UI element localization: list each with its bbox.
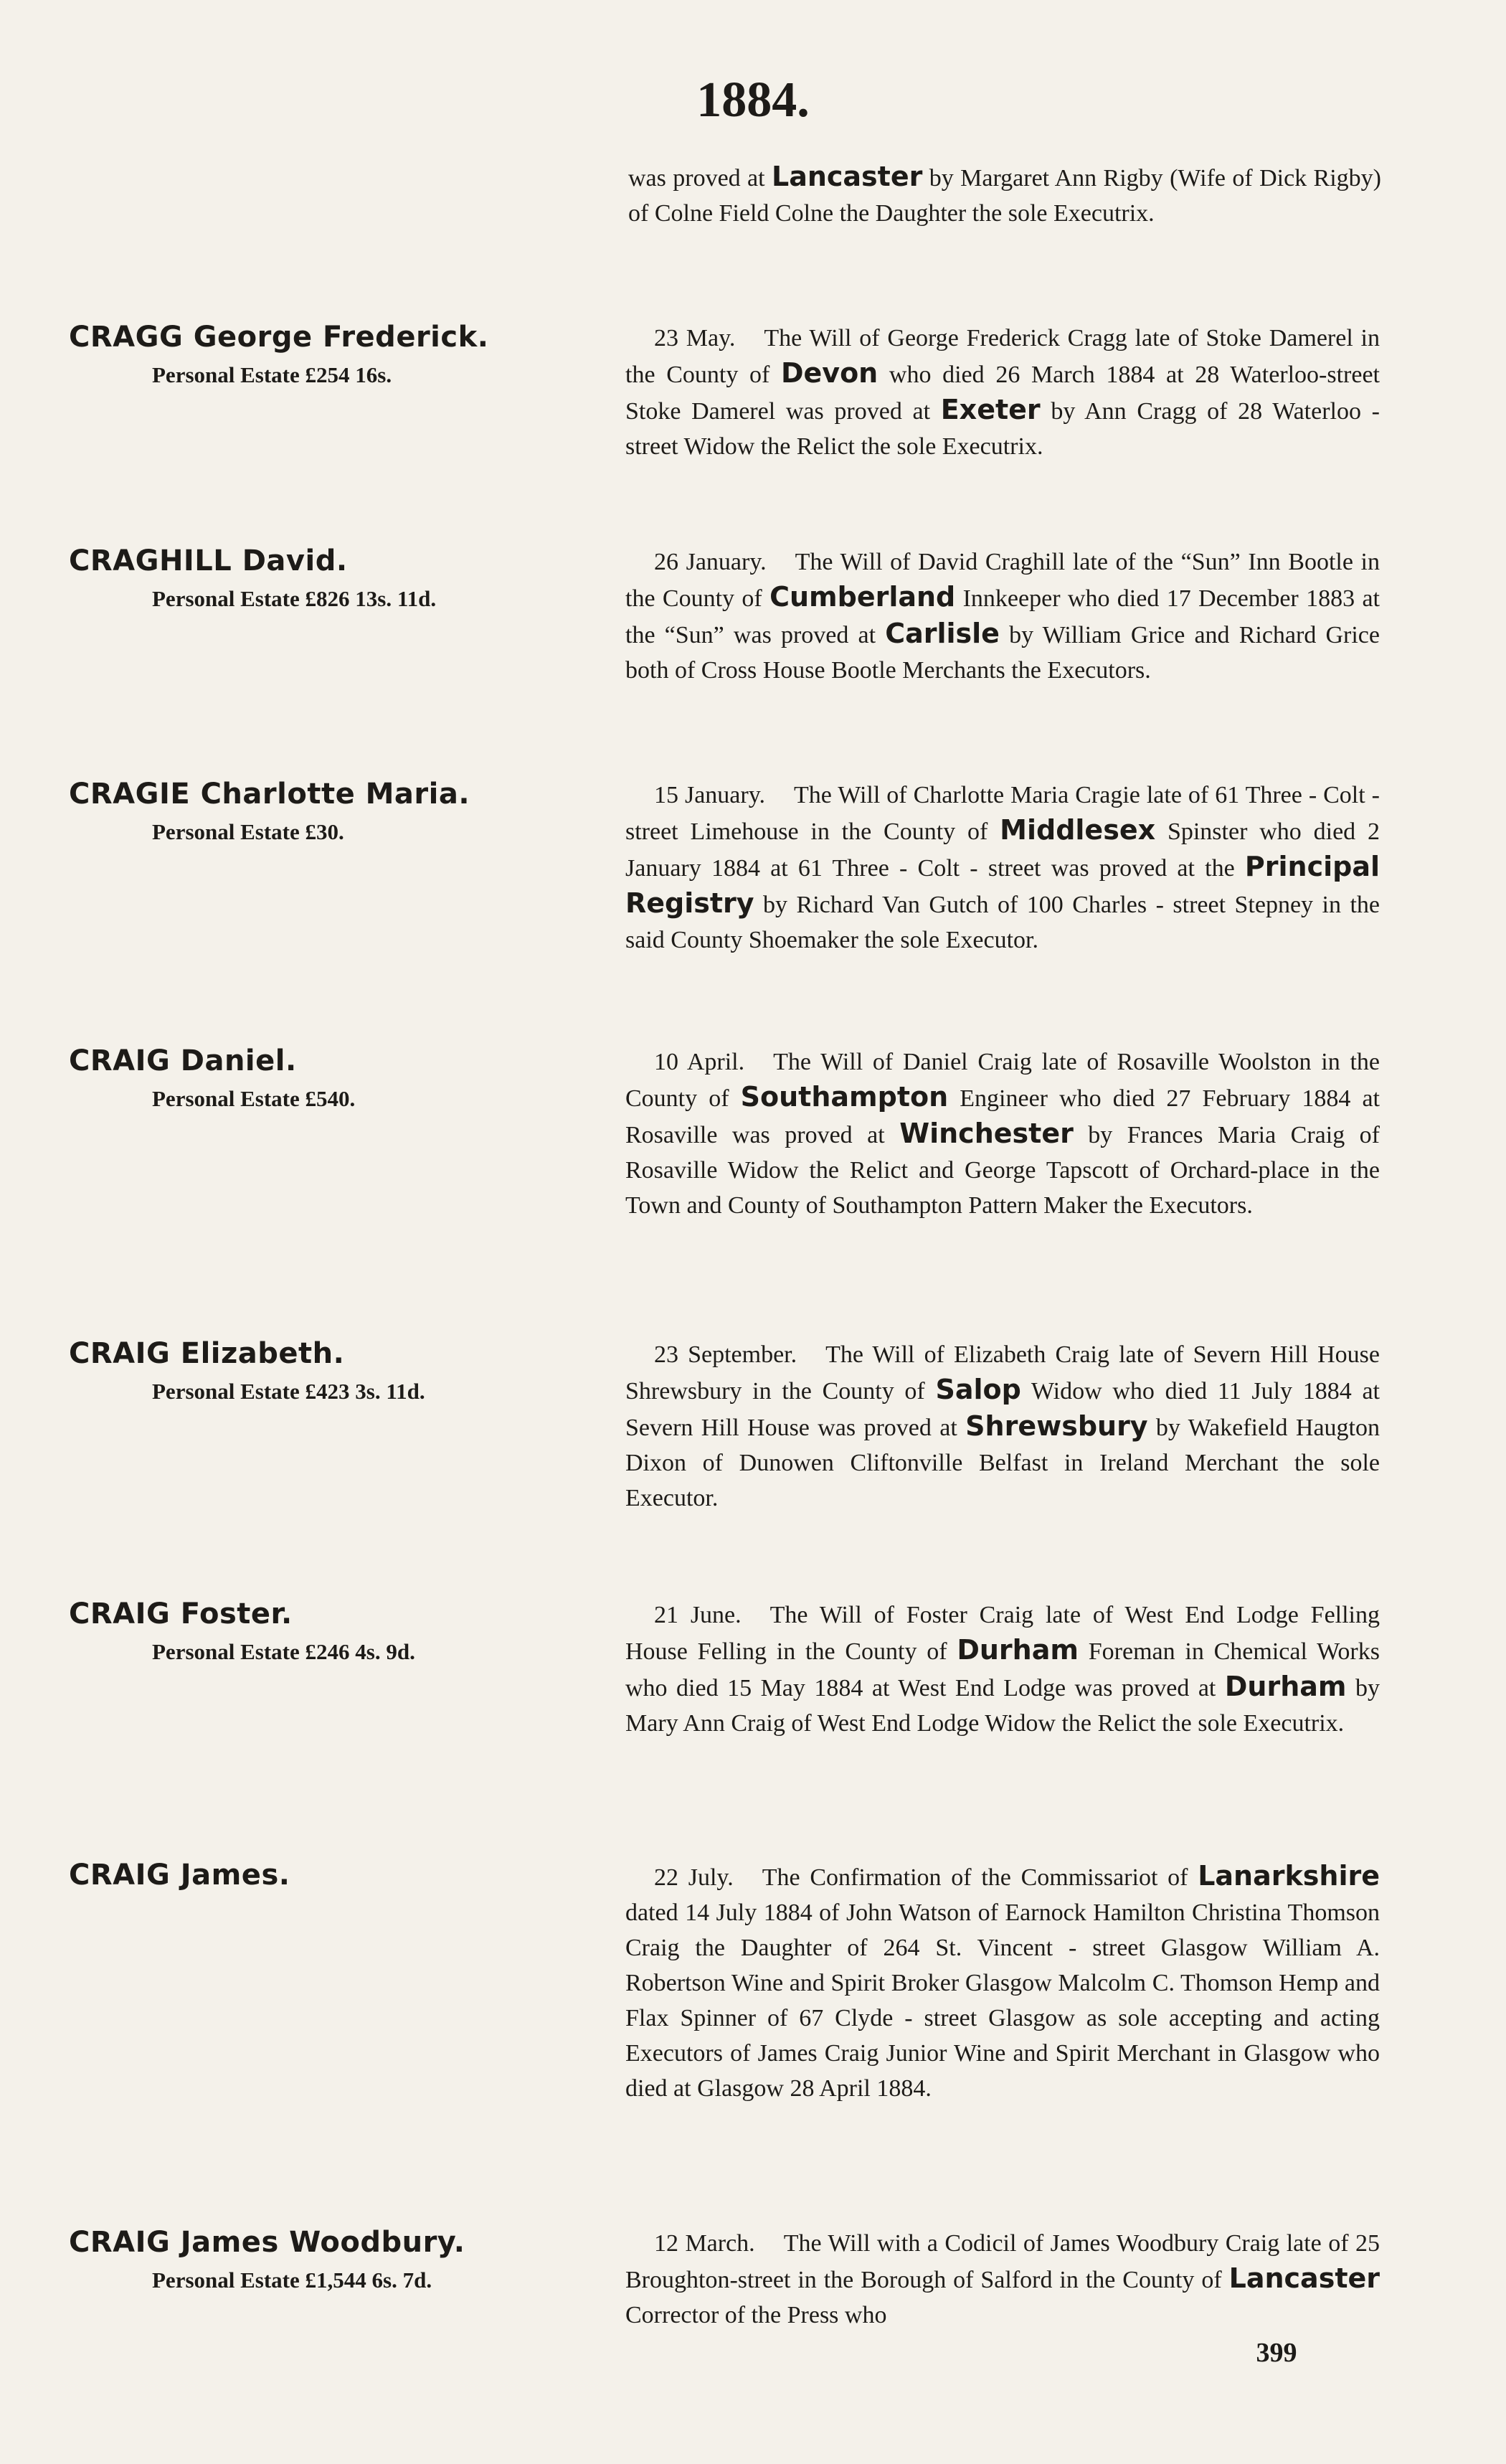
entry-body [625,544,1380,688]
place-name: Lanarkshire [1198,1860,1380,1892]
place-name: Carlisle [885,618,1000,649]
entry-estate: Personal Estate £246 4s. 9d. [152,1639,415,1664]
entry-name: CRAIG Foster. [69,1597,293,1630]
entry-name: CRAIG Daniel. [69,1044,297,1077]
place-name: Durham [1224,1671,1347,1702]
place-name: Cumberland [769,581,956,613]
entry-date: 12 March. [654,2230,755,2257]
entry-text: by Margaret Ann Rigby (Wife of Dick Rigby) of Colne Field Colne the Daughter the sole Executrix. [628,165,1381,227]
entry-text: by Mary Ann Craig of West End Lodge Widow the Relict the sole Executrix. [625,1675,1380,1737]
entry-name: CRAGIE Charlotte Maria. [69,778,470,811]
entry-date: 23 May. [654,325,736,351]
entry-text: The Will of Elizabeth Craig late of Severn Hill House Shrewsbury in the County of [625,1341,1380,1405]
entry-text: The Will with a Codicil of James Woodbury Craig late of 25 Broughton-street in the Borough of Salford in the County of [625,2230,1380,2293]
entry-date: 15 January. [654,782,766,808]
page-number: 399 [1256,2338,1297,2368]
entry-text: was proved at [628,165,772,192]
place-name: Principal Registry [625,851,1380,919]
entry-text: Widow who died 11 July 1884 at Severn Hill House was proved at [625,1378,1380,1441]
place-name: Lancaster [771,161,923,192]
place-name: Lancaster [1228,2262,1380,2294]
entry-date: 21 June. [654,1602,742,1628]
entry-body [625,1337,1380,1516]
entry-date: 22 July. [654,1864,734,1891]
entry-text: The Will of George Frederick Cragg late of Stoke Damerel in the County of [625,325,1380,388]
entry-text: by Wakefield Haugton Dixon of Dunowen Cliftonville Belfast in Ireland Merchant the sole Executor. [625,1415,1380,1511]
entry-name: CRAGG George Frederick. [69,321,489,354]
place-name: Middlesex [1000,814,1156,846]
entry-text: by Frances Maria Craig of Rosaville Widow the Relict and George Tapscott of Orchard-place in the Town and County of Southampton Pattern Maker the Executors. [625,1122,1380,1219]
entry-name: CRAIG Elizabeth. [69,1337,345,1370]
place-name: Exeter [940,394,1041,425]
entry-text: by Ann Cragg of 28 Waterloo - street Widow the Relict the sole Executrix. [625,398,1380,460]
place-name: Durham [957,1634,1079,1666]
entry-estate: Personal Estate £254 16s. [152,362,392,387]
entry-date: 10 April. [654,1049,745,1075]
entry-body [625,778,1380,958]
place-name: Shrewsbury [965,1410,1148,1442]
place-name: Southampton [740,1081,949,1113]
entry-name: CRAIG James Woodbury. [69,2226,465,2259]
entry-body [625,1597,1380,1741]
entry-estate: Personal Estate £30. [152,819,344,844]
entry-estate: Personal Estate £540. [152,1086,356,1111]
entry-text: Engineer who died 27 February 1884 at Rosaville was proved at [625,1085,1380,1148]
entry-text: by Richard Van Gutch of 100 Charles - street Stepney in the said County Shoemaker the sole Executor. [625,892,1380,953]
entry-estate: Personal Estate £826 13s. 11d. [152,586,437,611]
entry-text: The Confirmation of the Commissariot of [762,1864,1198,1891]
entry-name: CRAIG James. [69,1859,290,1892]
entry-text: The Will of Foster Craig late of West End Lodge Felling House Felling in the County of [625,1602,1380,1665]
entry-body [625,1044,1380,1223]
entry-body [625,2226,1380,2333]
entry-text: by William Grice and Richard Grice both of Cross House Bootle Merchants the Executors. [625,622,1380,684]
entry-text: who died 26 March 1884 at 28 Waterloo-street Stoke Damerel was proved at [625,362,1380,425]
entry-estate: Personal Estate £423 3s. 11d. [152,1379,425,1404]
entry-estate: Personal Estate £1,544 6s. 7d. [152,2267,432,2293]
entry-text: The Will of Charlotte Maria Cragie late of 61 Three - Colt - street Limehouse in the County of [625,782,1380,845]
entry-text: Corrector of the Press who [625,2302,887,2328]
place-name: Salop [935,1374,1021,1405]
entry-text: Spinster who died 2 January 1884 at 61 Three - Colt - street was proved at the [625,818,1380,882]
entry-body [625,321,1380,464]
entry-text: Innkeeper who died 17 December 1883 at the “Sun” was proved at [625,585,1380,648]
entry-text: The Will of Daniel Craig late of Rosaville Woolston in the County of [625,1049,1380,1112]
entry-text: The Will of David Craghill late of the “Sun” Inn Bootle in the County of [625,549,1380,612]
place-name: Winchester [899,1118,1074,1149]
entry-text: dated 14 July 1884 of John Watson of Earnock Hamilton Christina Thomson Craig the Daughter of 264 St. Vincent - street Glasgow William A. Robertson Wine and Spirit Broker Glasgow Malcolm C. Thomson Hemp and Flax Spinner of 67 Clyde - street Glasgow as sole accepting and acting Executors of James Craig Junior Wine and Spirit Merchant in Glasgow who died at Glasgow 28 April 1884. [625,1899,1380,2102]
continuation-text [628,159,1381,231]
place-name: Devon [780,357,879,389]
entry-body [625,1859,1380,2106]
entry-date: 26 January. [654,549,767,575]
entry-text: Foreman in Chemical Works who died 15 May 1884 at West End Lodge was proved at [625,1638,1380,1701]
entry-date: 23 September. [654,1341,797,1368]
page-year: 1884. [696,72,810,128]
entry-name: CRAGHILL David. [69,544,348,577]
